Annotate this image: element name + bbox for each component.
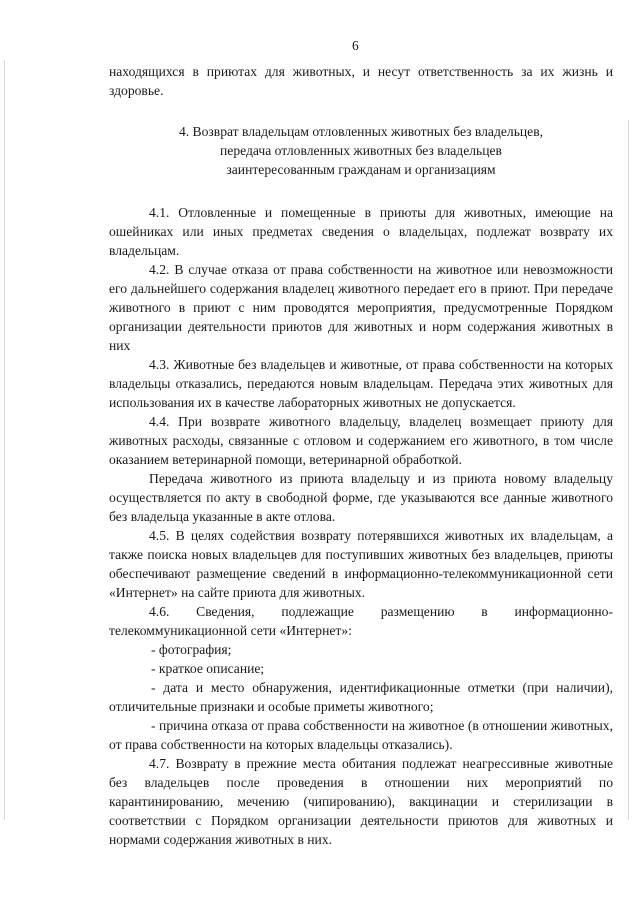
list-item: - фотография; bbox=[151, 642, 232, 657]
paragraph-4-5: 4.5. В целях содействия возврату потерявшихся животных их владельцам, а также поиска новых владельцев для поступивших животных без владельцев, приюты обеспечивают размещение сведений в информационно-телекоммуникационной сети «Интернет» на сайте приюта для животных. bbox=[109, 528, 613, 600]
scan-edge-left bbox=[4, 60, 5, 820]
section-heading-line: заинтересованным гражданам и организациям bbox=[226, 162, 496, 177]
page-number: 6 bbox=[352, 38, 359, 53]
paragraph-4-2: 4.2. В случае отказа от права собственности на животное или невозможности его дальнейшего содержания владелец животного передает его в приют. При передаче животного в приют с ним проводятся мероприятия, предусмотренные Порядком организации деятельности приютов для животных и норм содержания животных в них bbox=[109, 262, 613, 353]
paragraph-4-4: 4.4. При возврате животного владельцу, владелец возмещает приюту для животных расходы, связанные с отловом и содержанием его животного, в том числе оказанием ветеринарной помощи, ветеринарной обработкой. bbox=[109, 414, 613, 467]
section-heading-line: передача отловленных животных без владельцев bbox=[220, 143, 502, 158]
paragraph-4-1: 4.1. Отловленные и помещенные в приюты для животных, имеющие на ошейниках или иных предметах сведения о владельцах, подлежат возврату их владельцам. bbox=[109, 205, 613, 258]
section-heading bbox=[109, 122, 613, 179]
document-body bbox=[109, 62, 613, 849]
section-heading-line: 4. Возврат владельцам отловленных животных без владельцев, bbox=[178, 124, 544, 139]
scan-edge-right bbox=[628, 120, 629, 820]
paragraph-4-3: 4.3. Животные без владельцев и животные, от права собственности на которых владельцы отказались, передаются новым владельцам. Передача этих животных для использования их в качестве лабораторных животных не допускается. bbox=[109, 357, 613, 410]
list-item: - причина отказа от права собственности на животное (в отношении животных, от права собственности на которых владельцы отказались). bbox=[109, 718, 613, 752]
intro-paragraph: находящихся в приютах для животных, и несут ответственность за их жизнь и здоровье. bbox=[109, 64, 613, 98]
paragraph-4-4-transfer: Передача животного из приюта владельцу и из приюта новому владельцу осуществляется по акту в свободной форме, где указываются все данные животного без владельца указанные в акте отлова. bbox=[109, 471, 613, 524]
paragraph-4-6: 4.6. Сведения, подлежащие размещению в информационно-телекоммуникационной сети «Интернет»: bbox=[109, 604, 613, 638]
paragraph-4-7: 4.7. Возврату в прежние места обитания подлежат неагрессивные животные без владельцев после проведения в отношении них мероприятий по карантинированию, мечению (чипированию), вакцинации и стерилизации в соответствии с Порядком организации деятельности приютов для животных и нормами содержания животных в них. bbox=[109, 756, 613, 847]
list-item: - дата и место обнаружения, идентификационные отметки (при наличии), отличительные признаки и особые приметы животного; bbox=[109, 680, 613, 714]
list-item: - краткое описание; bbox=[151, 661, 265, 676]
